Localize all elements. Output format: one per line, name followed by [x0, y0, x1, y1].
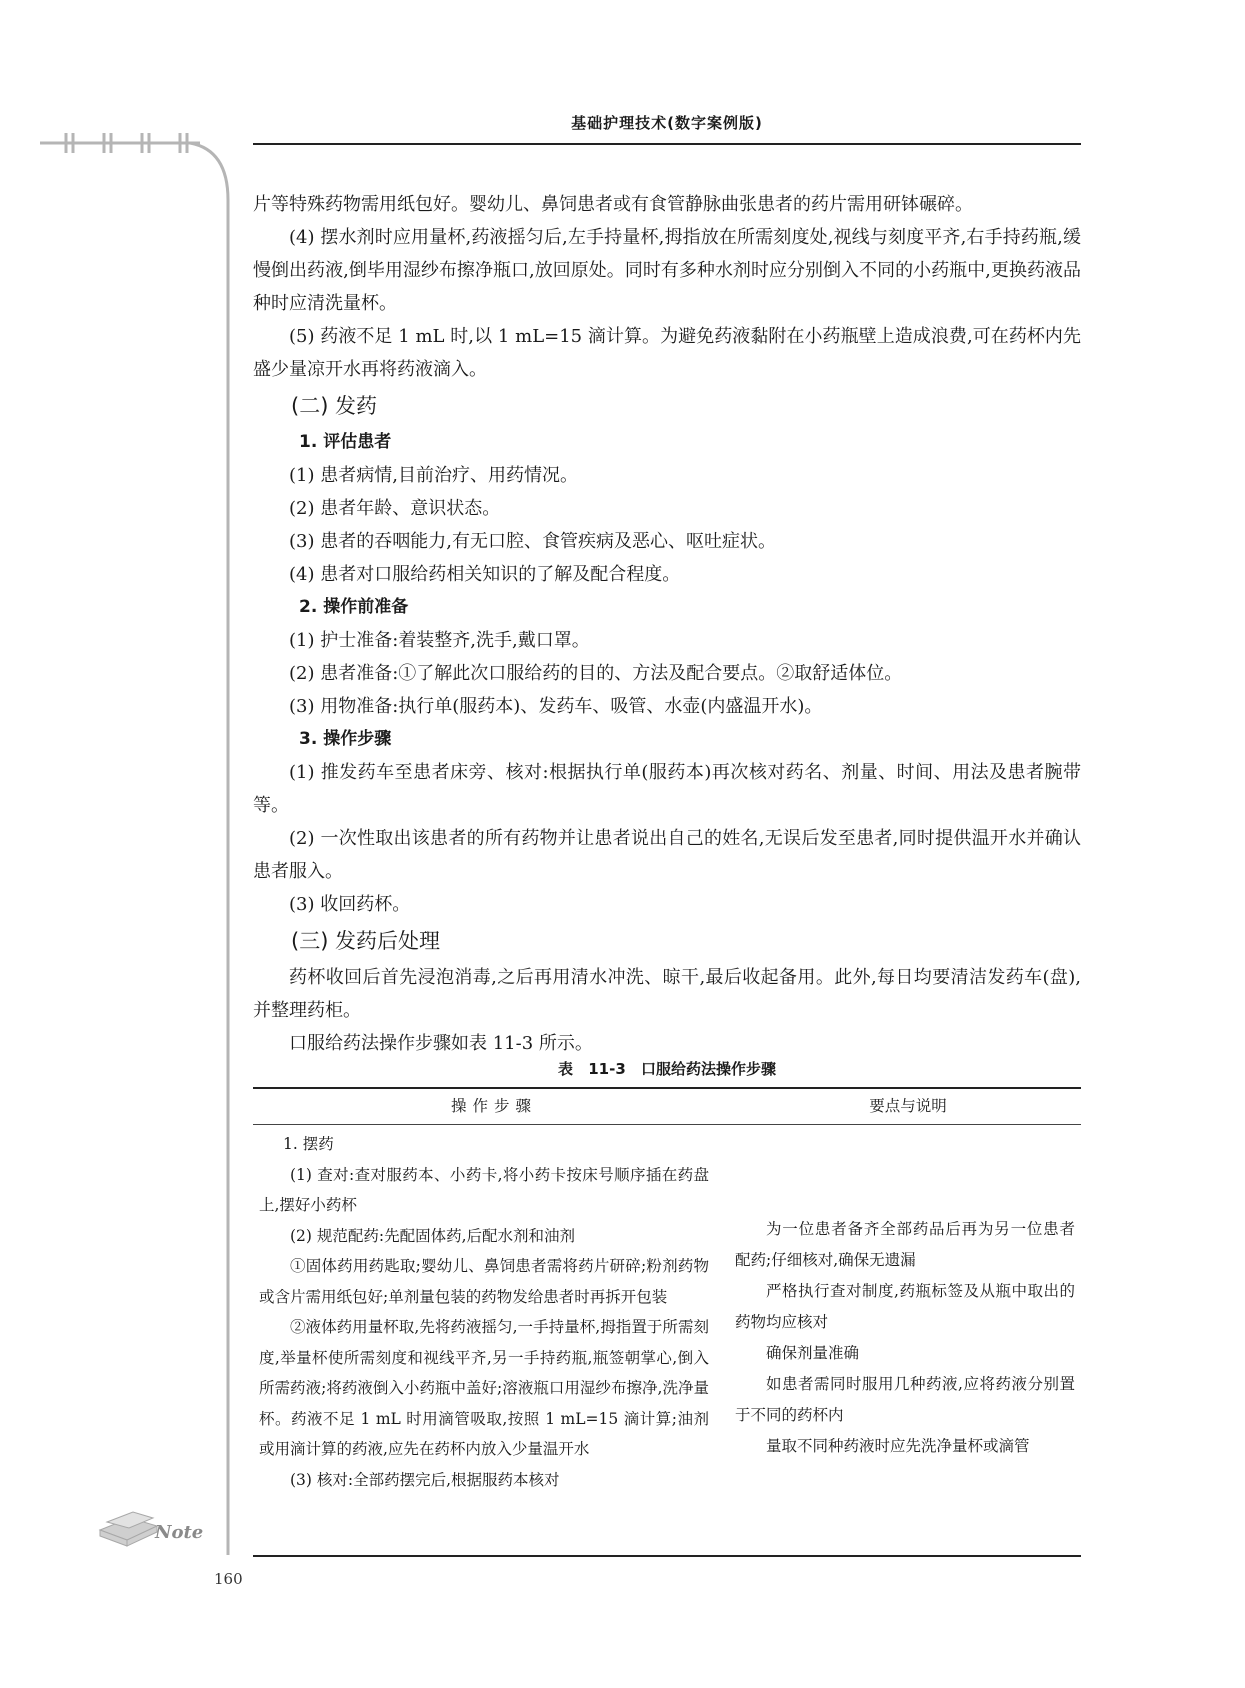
note-label: Note [155, 1522, 204, 1543]
table-note-line: 量取不同种药液时应先洗净量杯或滴管 [766, 1437, 1030, 1455]
table-step-line: (3) 核对:全部药摆完后,根据服药本核对 [290, 1470, 560, 1489]
list-item: (1) 患者病情,目前治疗、用药情况。 [289, 465, 578, 486]
table-note-line: 如患者需同时服用几种药液,应将药液分别置于不同的药杯内 [735, 1375, 1075, 1424]
paragraph: (5) 药液不足 1 mL 时,以 1 mL=15 滴计算。为避免药液黏附在小药瓶壁上造成浪费,可在药杯内先盛少量凉开水再将药液滴入。 [253, 326, 1081, 380]
table-header-row [253, 1089, 1081, 1125]
table-step-line: ①固体药用药匙取;婴幼儿、鼻饲患者需将药片研碎;粉剂药物或含片需用纸包好;单剂量包装的药物发给患者时再拆开包装 [259, 1257, 709, 1306]
procedure-table [253, 1087, 1081, 1557]
list-item: (4) 患者对口服给药相关知识的了解及配合程度。 [289, 564, 681, 585]
table-step-line: (1) 查对:查对服药本、小药卡,将小药卡按床号顺序插在药盘上,摆好小药杯 [259, 1165, 709, 1214]
table-header-notes: 要点与说明 [869, 1097, 947, 1115]
note-book-icon [95, 1500, 205, 1550]
section-heading: (三) 发药后处理 [291, 929, 441, 953]
list-item: (1) 护士准备:着装整齐,洗手,戴口罩。 [289, 630, 590, 651]
table-step-line: (2) 规范配药:先配固体药,后配水剂和油剂 [290, 1226, 576, 1245]
list-item: (2) 一次性取出该患者的所有药物并让患者说出自己的姓名,无误后发至患者,同时提供温开水并确认患者服入。 [253, 828, 1081, 882]
subsection-heading: 3. 操作步骤 [299, 729, 392, 749]
paragraph: 片等特殊药物需用纸包好。婴幼儿、鼻饲患者或有食管静脉曲张患者的药片需用研钵碾碎。 [253, 194, 973, 215]
header-rule [253, 143, 1081, 145]
table-note-line: 确保剂量准确 [766, 1344, 860, 1362]
table-note-line: 严格执行查对制度,药瓶标签及从瓶中取出的药物均应核对 [735, 1282, 1075, 1331]
table-step-line: 1. 摆药 [283, 1135, 334, 1153]
paragraph: 药杯收回后首先浸泡消毒,之后再用清水冲洗、晾干,最后收起备用。此外,每日均要清洁发药车(盘),并整理药柜。 [253, 967, 1081, 1021]
list-item: (2) 患者准备:①了解此次口服给药的目的、方法及配合要点。②取舒适体位。 [289, 663, 903, 684]
table-body-row [253, 1125, 1081, 1495]
page-number: 160 [214, 1570, 243, 1588]
list-item: (3) 收回药杯。 [289, 894, 411, 915]
main-content [253, 188, 1081, 1060]
list-item: (1) 推发药车至患者床旁、核对:根据执行单(服药本)再次核对药名、剂量、时间、用法及患者腕带等。 [253, 762, 1081, 816]
table-note-line: 为一位患者备齐全部药品后再为另一位患者配药;仔细核对,确保无遗漏 [735, 1220, 1075, 1269]
table-header-steps: 操作步骤 [450, 1097, 537, 1115]
table-cell-notes [735, 1129, 1075, 1495]
page-binding-decoration [0, 0, 240, 1688]
paragraph: (4) 摆水剂时应用量杯,药液摇匀后,左手持量杯,拇指放在所需刻度处,视线与刻度平齐,右手持药瓶,缓慢倒出药液,倒毕用湿纱布擦净瓶口,放回原处。同时有多种水剂时应分别倒入不同的小药瓶中,更换药液品种时应清洗量杯。 [253, 227, 1081, 314]
list-item: (2) 患者年龄、意识状态。 [289, 498, 501, 519]
paragraph: 口服给药法操作步骤如表 11-3 所示。 [289, 1033, 593, 1054]
table-cell-steps [253, 1129, 709, 1495]
table-caption: 表 11-3 口服给药法操作步骤 [558, 1060, 776, 1078]
section-heading: (二) 发药 [291, 394, 378, 418]
list-item: (3) 患者的吞咽能力,有无口腔、食管疾病及恶心、呕吐症状。 [289, 531, 776, 552]
table-step-line: ②液体药用量杯取,先将药液摇匀,一手持量杯,拇指置于所需刻度,举量杯使所需刻度和视线平齐,另一手持药瓶,瓶签朝掌心,倒入所需药液;将药液倒入小药瓶中盖好;溶液瓶口用湿纱布擦净,洗净量杯。药液不足 1 mL 时用滴管吸取,按照 1 mL=15 滴计算;油剂或用滴计算的药液,应先在药杯内放入少量温开水 [259, 1318, 709, 1458]
subsection-heading: 2. 操作前准备 [299, 597, 409, 617]
list-item: (3) 用物准备:执行单(服药本)、发药车、吸管、水壶(内盛温开水)。 [289, 696, 823, 717]
binding-curve [190, 143, 228, 1555]
running-header-title: 基础护理技术(数字案例版) [571, 114, 763, 132]
subsection-heading: 1. 评估患者 [299, 432, 392, 452]
